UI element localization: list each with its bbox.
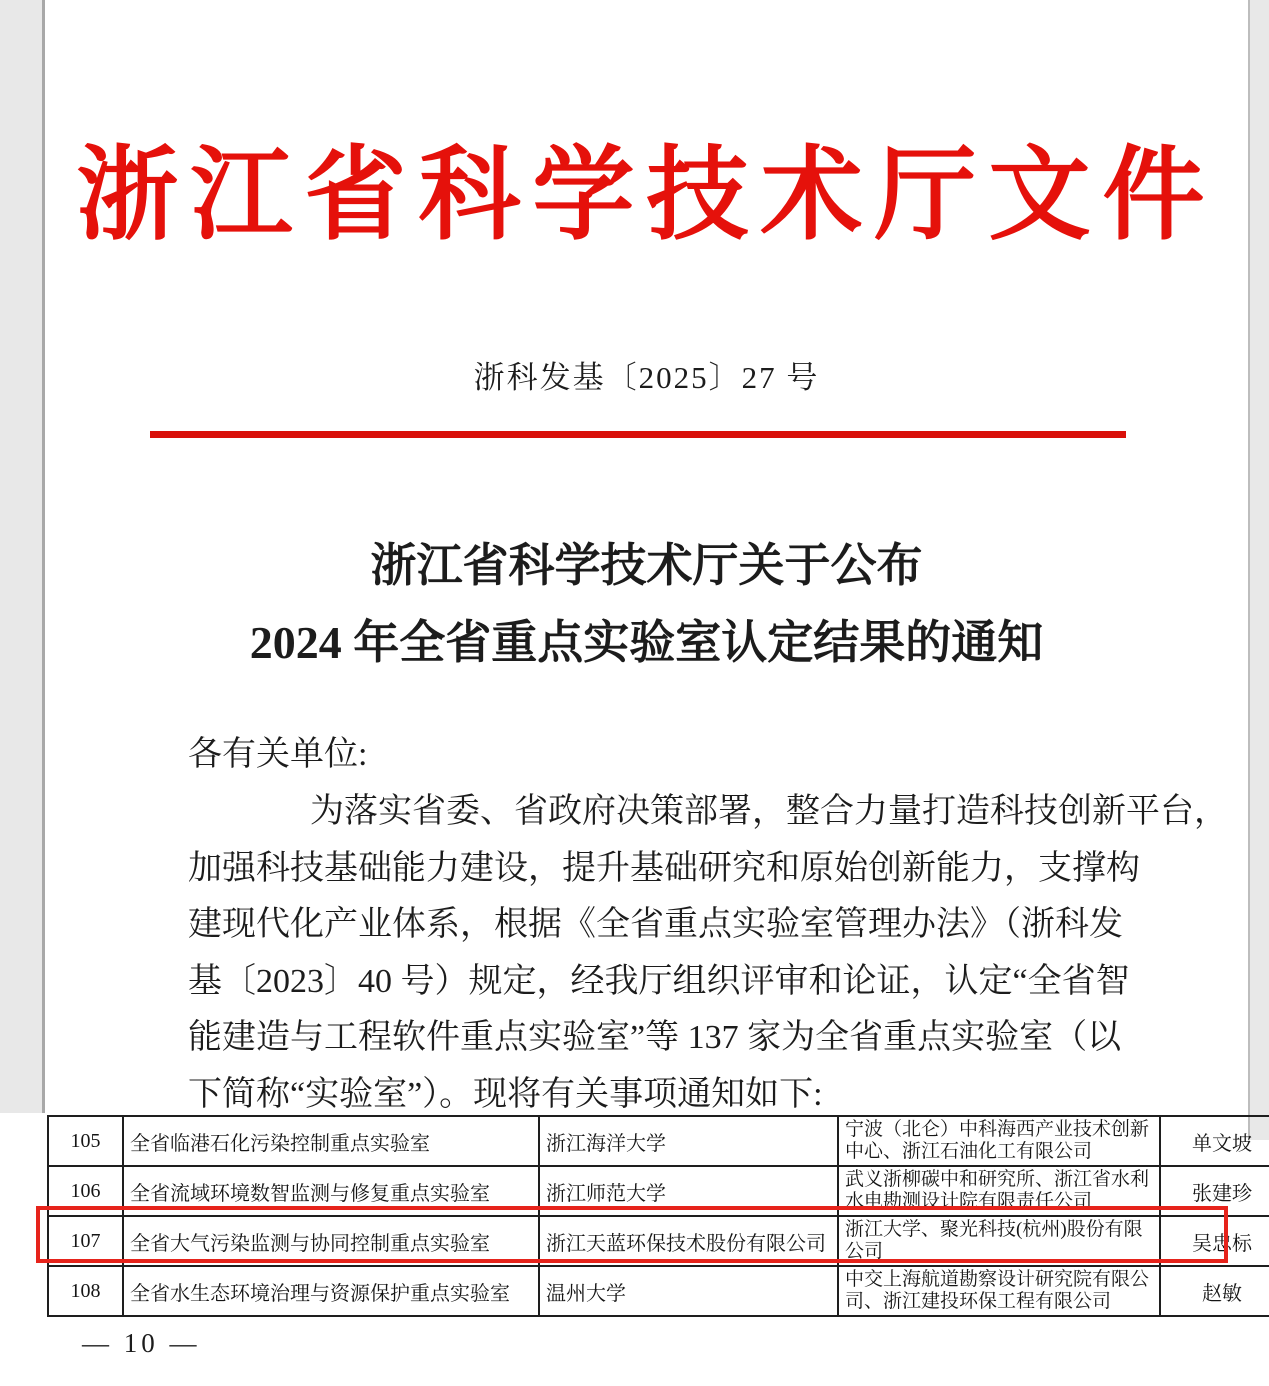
body-line: 加强科技基础能力建设，提升基础研究和原始创新能力，支撑构 <box>188 849 1140 887</box>
table-row-107-highlighted <box>48 1216 1269 1266</box>
body-line: 建现代化产业体系，根据《全省重点实验室管理办法》（浙科发 <box>188 906 1123 943</box>
lab-results-table <box>47 1115 1269 1317</box>
lab-name-cell: 全省临港石化污染控制重点实验室 <box>123 1116 539 1166</box>
notice-title-line1: 浙江省科学技术厅关于公布 <box>370 540 923 591</box>
lab-name-cell: 全省大气污染监测与协同控制重点实验室 <box>123 1216 539 1266</box>
agency-header-title: 浙江省科学技术厅文件 <box>76 140 1217 253</box>
row-number-cell: 105 <box>48 1116 123 1166</box>
row-number-cell: 107 <box>48 1216 123 1266</box>
page-margin-right <box>1248 0 1269 1140</box>
lab-results-table-section <box>47 1115 1269 1317</box>
director-cell: 单文坡 <box>1160 1116 1269 1166</box>
page-number: — 10 — <box>82 1328 201 1358</box>
table-row-105 <box>48 1116 1269 1166</box>
host-unit-cell: 浙江天蓝环保技术股份有限公司 <box>539 1216 838 1266</box>
notice-title-line2: 2024 年全省重点实验室认定结果的通知 <box>249 617 1044 668</box>
director-cell: 赵敏 <box>1160 1266 1269 1316</box>
table-row-108 <box>48 1266 1269 1316</box>
notice-title <box>45 527 1248 681</box>
row-number-cell: 108 <box>48 1266 123 1316</box>
lab-name-cell: 全省流域环境数智监测与修复重点实验室 <box>123 1166 539 1216</box>
body-line: 下简称“实验室”）。现将有关事项通知如下: <box>188 1075 823 1113</box>
co-building-units-cell: 浙江大学、聚光科技(杭州)股份有限公司 <box>838 1216 1160 1266</box>
co-building-units-cell: 宁波（北仑）中科海西产业技术创新中心、浙江石油化工有限公司 <box>838 1116 1160 1166</box>
page-margin-left <box>0 0 45 1113</box>
body-paragraph <box>188 784 1228 1123</box>
co-building-units-cell: 武义浙柳碳中和研究所、浙江省水利水电勘测设计院有限责任公司 <box>838 1166 1160 1216</box>
director-cell: 吴忠标 <box>1160 1216 1269 1266</box>
lab-name-cell: 全省水生态环境治理与资源保护重点实验室 <box>123 1266 539 1316</box>
host-unit-cell: 浙江师范大学 <box>539 1166 838 1216</box>
doc-number: 浙科发基〔2025〕27 号 <box>473 360 820 395</box>
salutation: 各有关单位: <box>188 736 368 773</box>
body-line: 能建造与工程软件重点实验室”等 137 家为全省重点实验室（以 <box>188 1019 1122 1056</box>
row-number-cell: 106 <box>48 1166 123 1216</box>
table-row-106 <box>48 1166 1269 1216</box>
body-line: 为落实省委、省政府决策部署，整合力量打造科技创新平台， <box>310 793 1228 830</box>
co-building-units-cell: 中交上海航道勘察设计研究院有限公司、浙江建投环保工程有限公司 <box>838 1266 1160 1316</box>
body-line: 基〔2023〕40 号）规定，经我厅组织评审和论证，认定“全省智 <box>188 962 1130 1000</box>
host-unit-cell: 温州大学 <box>539 1266 838 1316</box>
director-cell: 张建珍 <box>1160 1166 1269 1216</box>
red-divider-line <box>150 431 1126 438</box>
document-page <box>45 0 1248 1113</box>
host-unit-cell: 浙江海洋大学 <box>539 1116 838 1166</box>
